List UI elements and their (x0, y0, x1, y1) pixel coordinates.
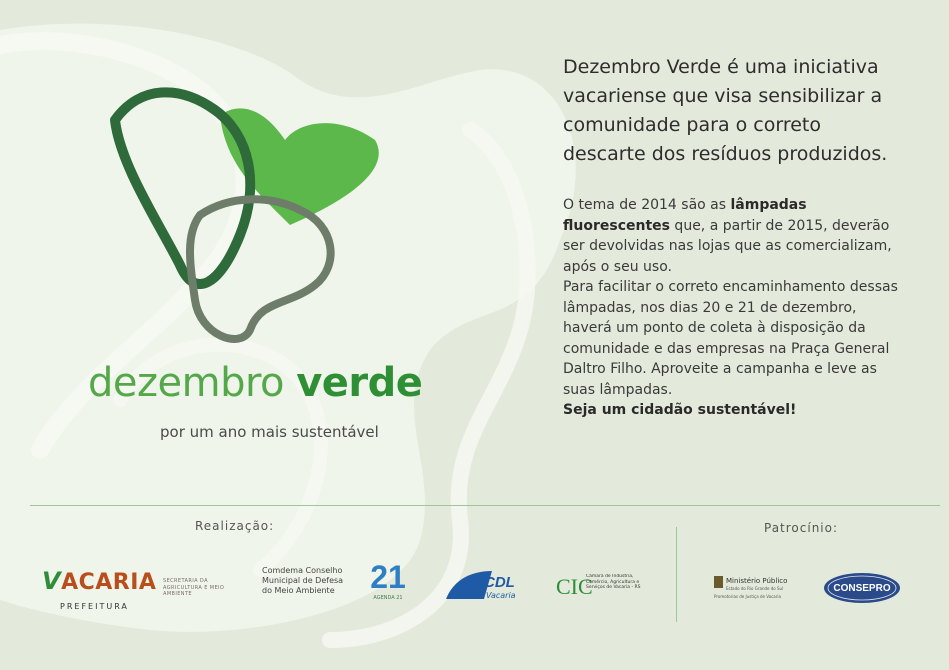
consepro-logo-icon (822, 571, 902, 605)
brand-tagline: por um ano mais sustentável (160, 423, 379, 441)
ministerio-publico-logo-icon (714, 574, 794, 604)
svg-text:Ministério Público: Ministério Público (726, 577, 788, 585)
vacaria-prefeitura-label: PREFEITURA (60, 602, 129, 611)
comdema-logo: Comdema Conselho Municipal de Defesa do Meio Ambiente (262, 566, 344, 595)
dark-outline-shape (115, 92, 250, 284)
svg-text:CONSEPRO: CONSEPRO (833, 583, 891, 594)
svg-text:Promotorias de Justiça de Vaca: Promotorias de Justiça de Vacaria (714, 594, 781, 599)
body-text (563, 195, 908, 421)
svg-text:Estado do Rio Grande do Sul: Estado do Rio Grande do Sul (726, 586, 784, 591)
realizacao-label: Realização: (195, 519, 275, 533)
camara-cic-logo-icon: CIC Câmara de Indústria, Comércio, Agricultura e Serviços de Vacaria - RS (556, 574, 641, 599)
brand-name-light: dezembro (88, 360, 284, 406)
footer-vertical-divider (676, 527, 677, 622)
brand-name-bold: verde (296, 360, 423, 406)
svg-text:CDL: CDL (484, 574, 515, 591)
svg-text:AGENDA 21: AGENDA 21 (373, 595, 403, 601)
svg-text:21: 21 (370, 559, 406, 595)
intro-text: Dezembro Verde é uma iniciativa vacariense que visa sensibilizar a comunidade para o correto descarte dos resíduos produzidos. (563, 56, 888, 165)
vacaria-logo: VACARIA (42, 567, 157, 595)
body-paragraph-2: Para facilitar o correto encaminhamento dessas lâmpadas, nos dias 20 e 21 de dezembro, haverá um ponto de coleta à disposição da comunidade e das empresas na Praça General Daltro Filho. Aproveite a campanha e leve as suas lâmpadas. (563, 279, 898, 398)
secretaria-logo: SECRETARIA DA AGRICULTURA E MEIO AMBIENTE (163, 578, 225, 597)
agenda-21-logo-icon (368, 558, 408, 602)
svg-text:Vacaria: Vacaria (486, 591, 516, 600)
gray-outline-shape (190, 199, 331, 339)
cdl-logo-icon (444, 569, 524, 603)
closing-line: Seja um cidadão sustentável! (563, 402, 797, 418)
brand-name (88, 360, 422, 406)
highlight-lamps: lâmpadas fluorescentes (563, 197, 807, 234)
body-paragraph-1: O tema de 2014 são as lâmpadas fluorescentes que, a partir de 2015, deverão ser devolvidas nas lojas que as comercializam, após o seu uso. (563, 197, 892, 275)
dezembro-verde-logo-icon (100, 85, 390, 350)
patrocinio-label: Patrocínio: (764, 521, 839, 535)
svg-text:CIC: CIC (556, 574, 593, 599)
footer-divider (30, 505, 940, 506)
